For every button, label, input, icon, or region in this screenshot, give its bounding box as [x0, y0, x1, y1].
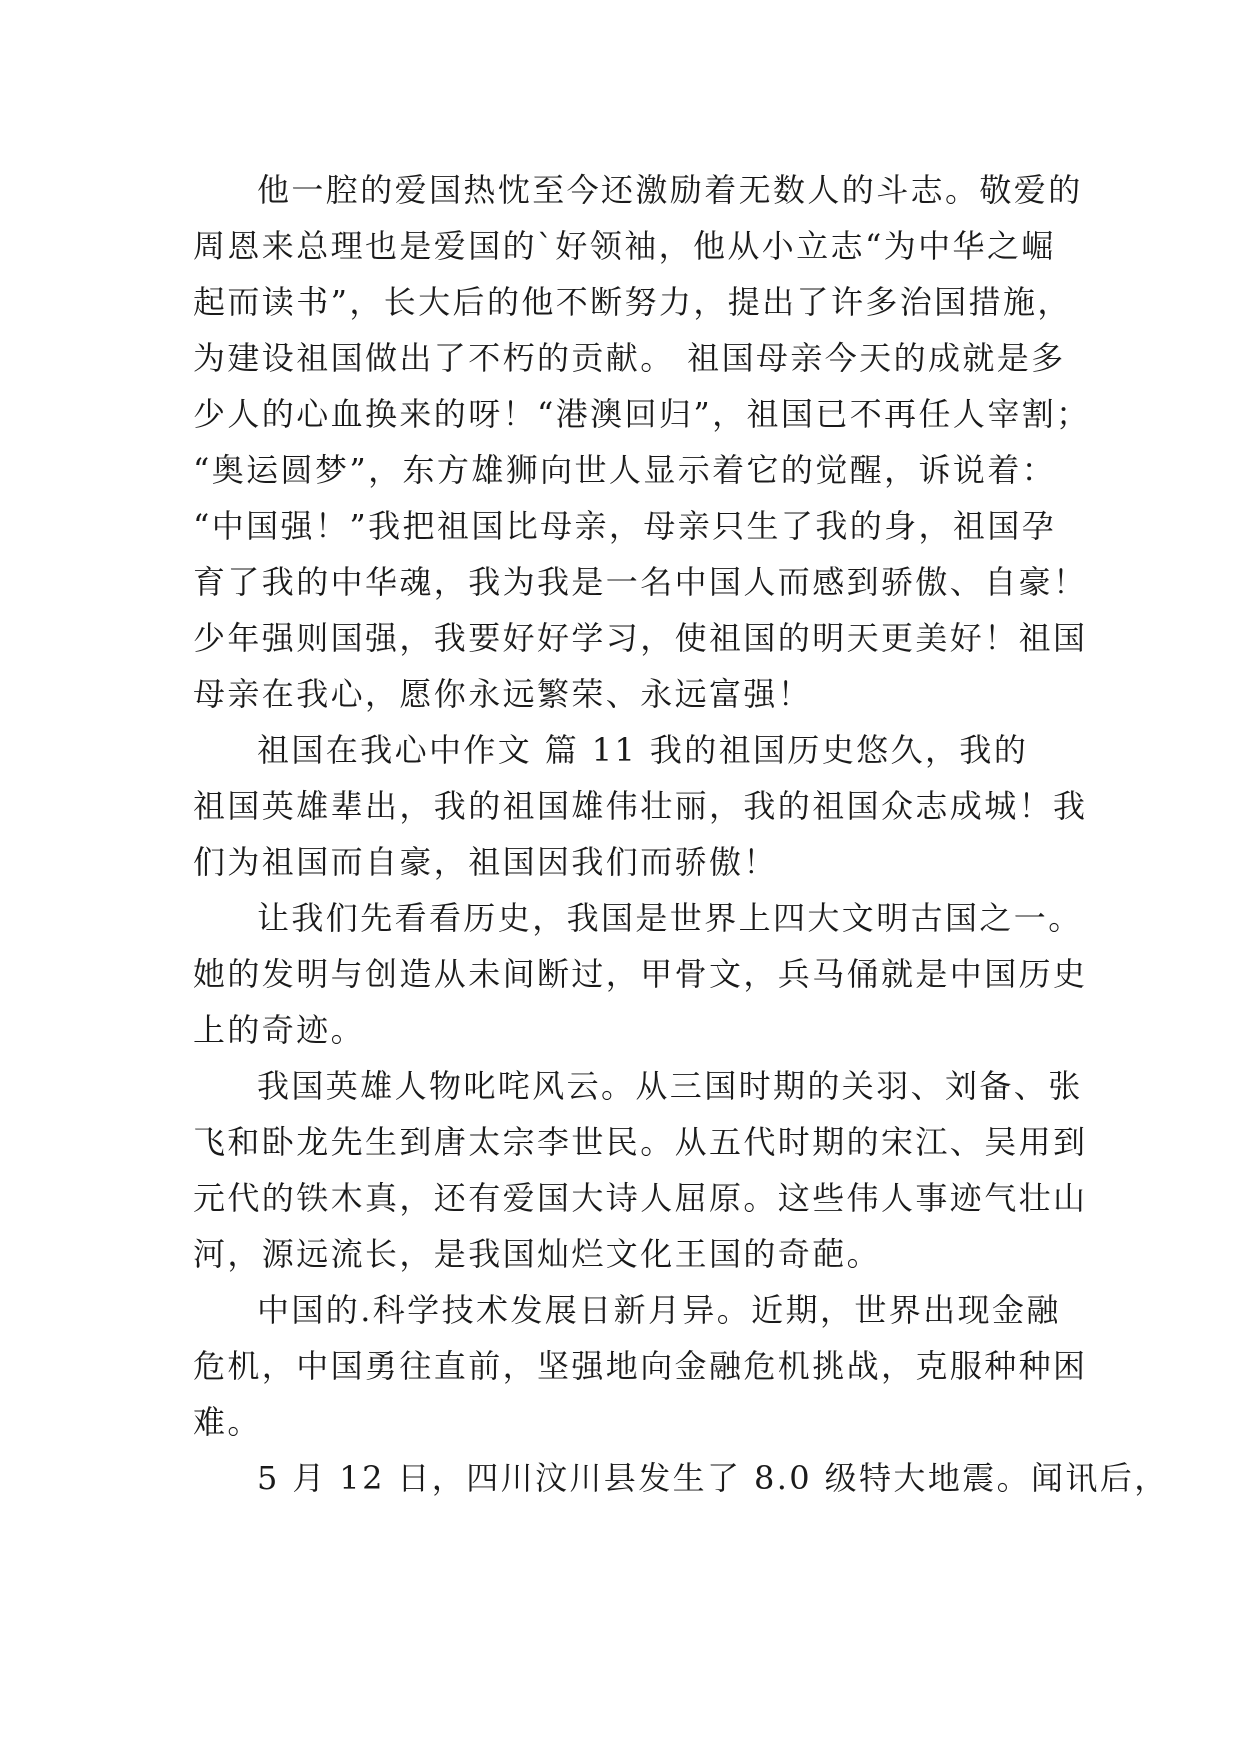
text-line: 起而读书”，长大后的他不断努力，提出了许多治国措施， [193, 283, 1072, 321]
text-line: 5 月 12 日，四川汶川县发生了 8.0 级特大地震。闻讯后， [257, 1459, 1169, 1497]
document-body [193, 162, 1169, 1506]
text-line: 危机，中国勇往直前，坚强地向金融危机挑战，克服种种困 [193, 1347, 1088, 1385]
text-line: “中国强！”我把祖国比母亲，母亲只生了我的身，祖国孕 [193, 507, 1057, 545]
text-line: 河，源远流长，是我国灿烂文化王国的奇葩。 [193, 1235, 882, 1273]
text-line: 中国的.科学技术发展日新月异。近期，世界出现金融 [257, 1291, 1061, 1329]
text-line: 育了我的中华魂，我为我是一名中国人而感到骄傲、自豪！ [193, 563, 1088, 601]
text-line: 们为祖国而自豪，祖国因我们而骄傲！ [193, 843, 778, 881]
text-line: 周恩来总理也是爱国的`好领袖，他从小立志“为中华之崛 [193, 227, 1056, 265]
text-line: 祖国英雄辈出，我的祖国雄伟壮丽，我的祖国众志成城！我 [193, 787, 1088, 825]
text-line: 让我们先看看历史，我国是世界上四大文明古国之一。 [257, 899, 1083, 937]
text-line: 母亲在我心，愿你永远繁荣、永远富强！ [193, 675, 813, 713]
text-line: 飞和卧龙先生到唐太宗李世民。从五代时期的宋江、吴用到 [193, 1123, 1088, 1161]
text-line: 少人的心血换来的呀！“港澳回归”，祖国已不再任人宰割； [193, 395, 1091, 433]
text-line: 少年强则国强，我要好好学习，使祖国的明天更美好！祖国 [193, 619, 1088, 657]
text-line: 元代的铁木真，还有爱国大诗人屈原。这些伟人事迹气壮山 [193, 1179, 1088, 1217]
text-line: 为建设祖国做出了不朽的贡献。 祖国母亲今天的成就是多 [193, 339, 1066, 377]
text-line: 我国英雄人物叱咤风云。从三国时期的关羽、刘备、张 [257, 1067, 1083, 1105]
text-line: “奥运圆梦”，东方雄狮向世人显示着它的觉醒，诉说着： [193, 451, 1057, 489]
text-line: 她的发明与创造从未间断过，甲骨文，兵马俑就是中国历史 [193, 955, 1088, 993]
text-line: 他一腔的爱国热忱至今还激励着无数人的斗志。敬爱的 [257, 171, 1083, 209]
text-line: 难。 [193, 1403, 262, 1441]
section-heading-line: 祖国在我心中作文 篇 11 我的祖国历史悠久，我的 [257, 731, 1029, 769]
text-line: 上的奇迹。 [193, 1011, 366, 1049]
